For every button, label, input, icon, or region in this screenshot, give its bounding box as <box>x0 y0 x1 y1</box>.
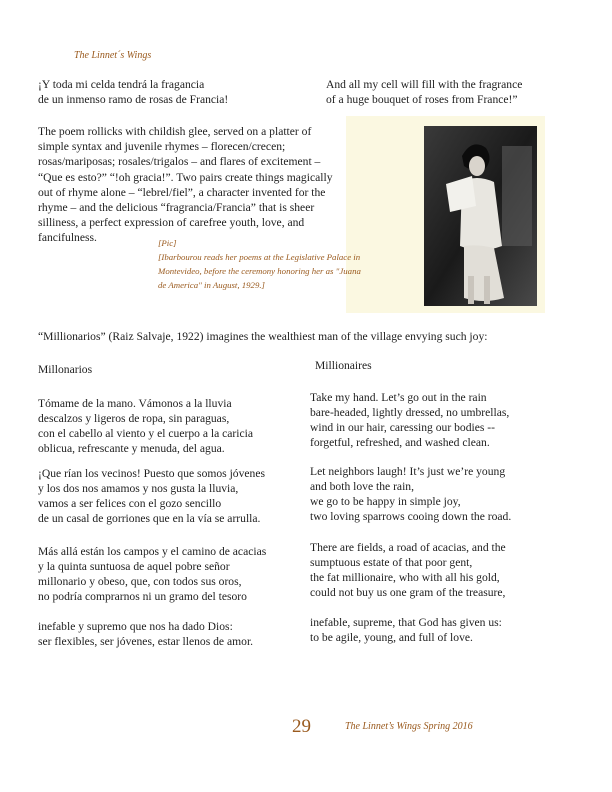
verse-line: ¡Que rían los vecinos! Puesto que somos jóvenes <box>38 467 266 480</box>
verse-line: bare-headed, lightly dressed, no umbrellas, <box>310 406 510 419</box>
verse-line: vamos a ser felices con el gozo sencillo <box>38 497 222 510</box>
stanza-spanish-3 <box>38 544 266 604</box>
intro-verse-english <box>326 77 522 107</box>
caption-line: [Pic] <box>158 238 177 248</box>
verse-line: y los dos nos amamos y nos gusta la lluvia, <box>38 482 239 495</box>
verse-line: to be agile, young, and full of love. <box>310 631 473 644</box>
verse-line: wind in our hair, caressing our bodies -- <box>310 421 495 434</box>
caption-line: [Ibarbourou reads her poems at the Legislative Palace in <box>158 252 361 262</box>
verse-line: There are fields, a road of acacias, and the <box>310 541 506 554</box>
caption-line: de America" in August, 1929.] <box>158 280 265 290</box>
caption-line: Montevideo, before the ceremony honoring her as "Juana <box>158 266 361 276</box>
running-head: The Linnet´s Wings <box>74 50 152 61</box>
poem-title-spanish: Millonarios <box>38 363 93 376</box>
intro-line: “Millionarios” (Raiz Salvaje, 1922) imagines the wealthiest man of the village envying such joy: <box>38 330 488 343</box>
photo-woman-reading <box>424 126 537 306</box>
intro-verse-spanish <box>38 77 228 107</box>
stanza-english-4 <box>310 615 502 645</box>
verse-line: could not buy us one gram of the treasure, <box>310 586 506 599</box>
verse-line: forgetful, refreshed, and washed clean. <box>310 436 490 449</box>
verse-line: de un inmenso ramo de rosas de Francia! <box>38 93 229 106</box>
stanza-spanish-4 <box>38 619 253 649</box>
footer-journal-title: The Linnet’s Wings Spring 2016 <box>345 721 473 732</box>
verse-line: no podría comprarnos ni un gramo del tesoro <box>38 590 247 603</box>
verse-line: two loving sparrows cooing down the road. <box>310 510 512 523</box>
verse-line: sumptuous estate of that poor gent, <box>310 556 473 569</box>
verse-line: inefable, supreme, that God has given us: <box>310 616 502 629</box>
verse-line: of a huge bouquet of roses from France!” <box>326 93 518 106</box>
verse-line: ser flexibles, ser jóvenes, estar llenos de amor. <box>38 635 254 648</box>
commentary <box>38 124 344 246</box>
stanza-spanish-1 <box>38 396 253 456</box>
stanza-spanish-2 <box>38 466 265 526</box>
stanza-english-3 <box>310 540 506 600</box>
verse-line: Take my hand. Let’s go out in the rain <box>310 391 487 404</box>
verse-line: And all my cell will fill with the fragrance <box>326 78 523 91</box>
verse-line: millonario y obeso, que, con todos sus oros, <box>38 575 242 588</box>
verse-line: Let neighbors laugh! It’s just we’re young <box>310 465 506 478</box>
stanza-english-1 <box>310 390 509 450</box>
verse-line: de un casal de gorriones que en la vía se arrulla. <box>38 512 261 525</box>
stanza-english-2 <box>310 464 511 524</box>
verse-line: Más allá están los campos y el camino de acacias <box>38 545 267 558</box>
verse-line: ¡Y toda mi celda tendrá la fragancia <box>38 78 205 91</box>
verse-line: con el cabello al viento y el cuerpo a la caricia <box>38 427 254 440</box>
verse-line: oblicua, refrescante y menuda, del agua. <box>38 442 225 455</box>
verse-line: the fat millionaire, who with all his gold, <box>310 571 500 584</box>
commentary-paragraph: The poem rollicks with childish glee, served on a platter of simple syntax and juvenile rhymes – florecen/crecen; rosas/mariposas; rosales/trigalos – and flares of excitement – “Que es esto?” “!oh gracia!”. Two pairs create things magically out of rhyme alone – “lebrel/fiel”, a character invented for the rhyme – and the delicious “fragrancia/Francia” that is sheer silliness, a perfect expression of carefree youth, love, and fancifulness. <box>38 125 333 245</box>
verse-line: we go to be happy in simple joy, <box>310 495 461 508</box>
photo-caption <box>158 236 361 292</box>
page-number: 29 <box>292 716 311 737</box>
verse-line: and both love the rain, <box>310 480 414 493</box>
verse-line: y la quinta suntuosa de aquel pobre señor <box>38 560 230 573</box>
verse-line: Tómame de la mano. Vámonos a la lluvia <box>38 397 232 410</box>
verse-line: inefable y supremo que nos ha dado Dios: <box>38 620 233 633</box>
poem-title-english: Millionaires <box>315 359 372 372</box>
verse-line: descalzos y ligeros de ropa, sin paraguas, <box>38 412 230 425</box>
